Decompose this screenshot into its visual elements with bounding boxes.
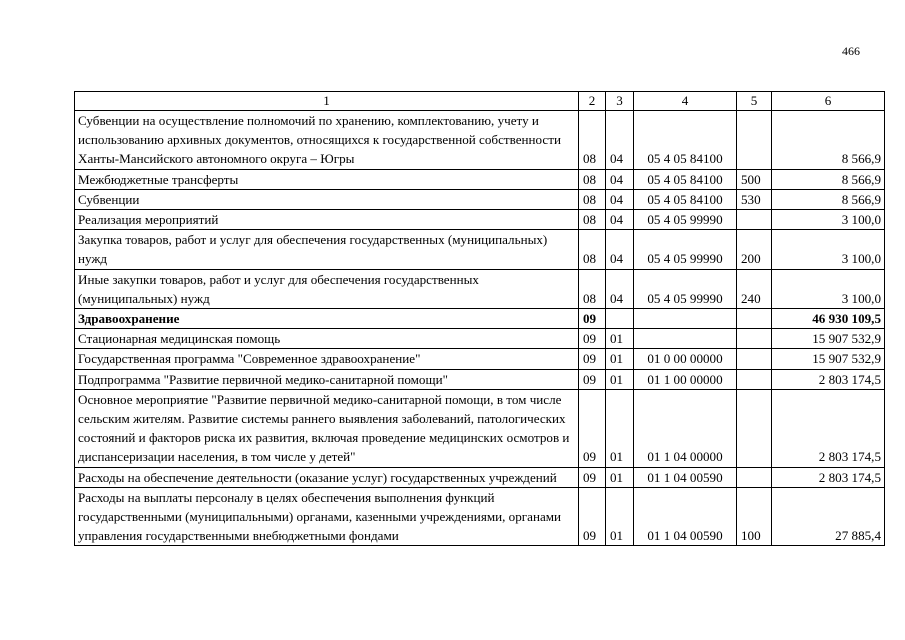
cell-section: 09 <box>579 329 606 349</box>
cell-target-article <box>634 309 737 329</box>
cell-subsection: 04 <box>606 230 634 269</box>
cell-target-article: 05 4 05 99990 <box>634 230 737 269</box>
cell-target-article: 05 4 05 99990 <box>634 269 737 308</box>
cell-name: Субвенции на осуществление полномочий по хранению, комплектованию, учету и использованию архивных документов, относящихся к государственной собственности Ханты-Мансийского автономного округа – Югры <box>75 111 579 170</box>
cell-subsection: 01 <box>606 369 634 389</box>
table-row <box>75 329 885 349</box>
table-row <box>75 369 885 389</box>
table-row <box>75 467 885 487</box>
cell-target-article: 01 0 00 00000 <box>634 349 737 369</box>
cell-subsection: 01 <box>606 329 634 349</box>
table-row <box>75 230 885 269</box>
cell-name: Подпрограмма "Развитие первичной медико-санитарной помощи" <box>75 369 579 389</box>
cell-subsection: 04 <box>606 269 634 308</box>
cell-section: 09 <box>579 309 606 329</box>
cell-target-article <box>634 329 737 349</box>
cell-target-article: 05 4 05 99990 <box>634 210 737 230</box>
cell-name: Государственная программа "Современное здравоохранение" <box>75 349 579 369</box>
header-col-name: 1 <box>75 92 579 111</box>
header-col-amount: 6 <box>772 92 885 111</box>
cell-amount: 2 803 174,5 <box>772 389 885 467</box>
cell-section: 08 <box>579 230 606 269</box>
cell-amount: 46 930 109,5 <box>772 309 885 329</box>
cell-section: 09 <box>579 467 606 487</box>
table-row <box>75 309 885 329</box>
cell-amount: 2 803 174,5 <box>772 369 885 389</box>
table-row <box>75 111 885 170</box>
cell-subsection: 04 <box>606 111 634 170</box>
cell-subsection: 01 <box>606 487 634 546</box>
cell-subsection: 04 <box>606 210 634 230</box>
cell-name: Расходы на обеспечение деятельности (оказание услуг) государственных учреждений <box>75 467 579 487</box>
cell-name: Основное мероприятие "Развитие первичной медико-санитарной помощи, в том числе сельским жителям. Развитие системы раннего выявления заболеваний, патологических состояний и факторов риска их развития, включая проведение медицинских осмотров и диспансеризации населения, в том числе у детей" <box>75 389 579 467</box>
cell-target-article: 05 4 05 84100 <box>634 111 737 170</box>
cell-section: 08 <box>579 269 606 308</box>
header-col-target-article: 4 <box>634 92 737 111</box>
cell-target-article: 01 1 04 00590 <box>634 487 737 546</box>
cell-section: 08 <box>579 210 606 230</box>
cell-name: Здравоохранение <box>75 309 579 329</box>
header-col-subsection: 3 <box>606 92 634 111</box>
cell-amount: 8 566,9 <box>772 189 885 209</box>
cell-amount: 8 566,9 <box>772 169 885 189</box>
cell-expense-type: 500 <box>737 169 772 189</box>
cell-subsection: 04 <box>606 189 634 209</box>
cell-subsection: 01 <box>606 349 634 369</box>
cell-expense-type <box>737 349 772 369</box>
budget-table <box>74 91 885 546</box>
page-number: 466 <box>842 44 860 58</box>
cell-expense-type <box>737 309 772 329</box>
cell-expense-type: 200 <box>737 230 772 269</box>
table-header-row <box>75 92 885 111</box>
cell-expense-type <box>737 467 772 487</box>
cell-expense-type <box>737 111 772 170</box>
table-row <box>75 210 885 230</box>
table-row <box>75 189 885 209</box>
cell-section: 09 <box>579 389 606 467</box>
table-row <box>75 349 885 369</box>
table-row <box>75 389 885 467</box>
cell-name: Межбюджетные трансферты <box>75 169 579 189</box>
cell-amount: 3 100,0 <box>772 230 885 269</box>
cell-section: 08 <box>579 189 606 209</box>
cell-amount: 15 907 532,9 <box>772 349 885 369</box>
cell-subsection: 01 <box>606 467 634 487</box>
cell-target-article: 05 4 05 84100 <box>634 189 737 209</box>
cell-target-article: 01 1 00 00000 <box>634 369 737 389</box>
cell-expense-type <box>737 210 772 230</box>
cell-name: Стационарная медицинская помощь <box>75 329 579 349</box>
header-col-expense-type: 5 <box>737 92 772 111</box>
cell-expense-type: 240 <box>737 269 772 308</box>
cell-subsection: 01 <box>606 389 634 467</box>
cell-expense-type <box>737 369 772 389</box>
cell-section: 09 <box>579 369 606 389</box>
table-row <box>75 269 885 308</box>
cell-section: 08 <box>579 169 606 189</box>
cell-target-article: 01 1 04 00000 <box>634 389 737 467</box>
cell-amount: 3 100,0 <box>772 269 885 308</box>
cell-amount: 8 566,9 <box>772 111 885 170</box>
cell-name: Реализация мероприятий <box>75 210 579 230</box>
cell-amount: 15 907 532,9 <box>772 329 885 349</box>
header-col-section: 2 <box>579 92 606 111</box>
cell-expense-type: 530 <box>737 189 772 209</box>
cell-expense-type <box>737 329 772 349</box>
cell-section: 09 <box>579 349 606 369</box>
table-row <box>75 169 885 189</box>
cell-name: Иные закупки товаров, работ и услуг для обеспечения государственных (муниципальных) нужд <box>75 269 579 308</box>
table-row <box>75 487 885 546</box>
cell-name: Расходы на выплаты персоналу в целях обеспечения выполнения функций государственными (муниципальными) органами, казенными учреждениями, органами управления государственными внебюджетными фондами <box>75 487 579 546</box>
cell-target-article: 05 4 05 84100 <box>634 169 737 189</box>
cell-amount: 27 885,4 <box>772 487 885 546</box>
cell-section: 09 <box>579 487 606 546</box>
cell-name: Закупка товаров, работ и услуг для обеспечения государственных (муниципальных) нужд <box>75 230 579 269</box>
cell-subsection: 04 <box>606 169 634 189</box>
cell-expense-type <box>737 389 772 467</box>
cell-target-article: 01 1 04 00590 <box>634 467 737 487</box>
cell-expense-type: 100 <box>737 487 772 546</box>
cell-amount: 3 100,0 <box>772 210 885 230</box>
cell-amount: 2 803 174,5 <box>772 467 885 487</box>
cell-subsection <box>606 309 634 329</box>
cell-section: 08 <box>579 111 606 170</box>
cell-name: Субвенции <box>75 189 579 209</box>
